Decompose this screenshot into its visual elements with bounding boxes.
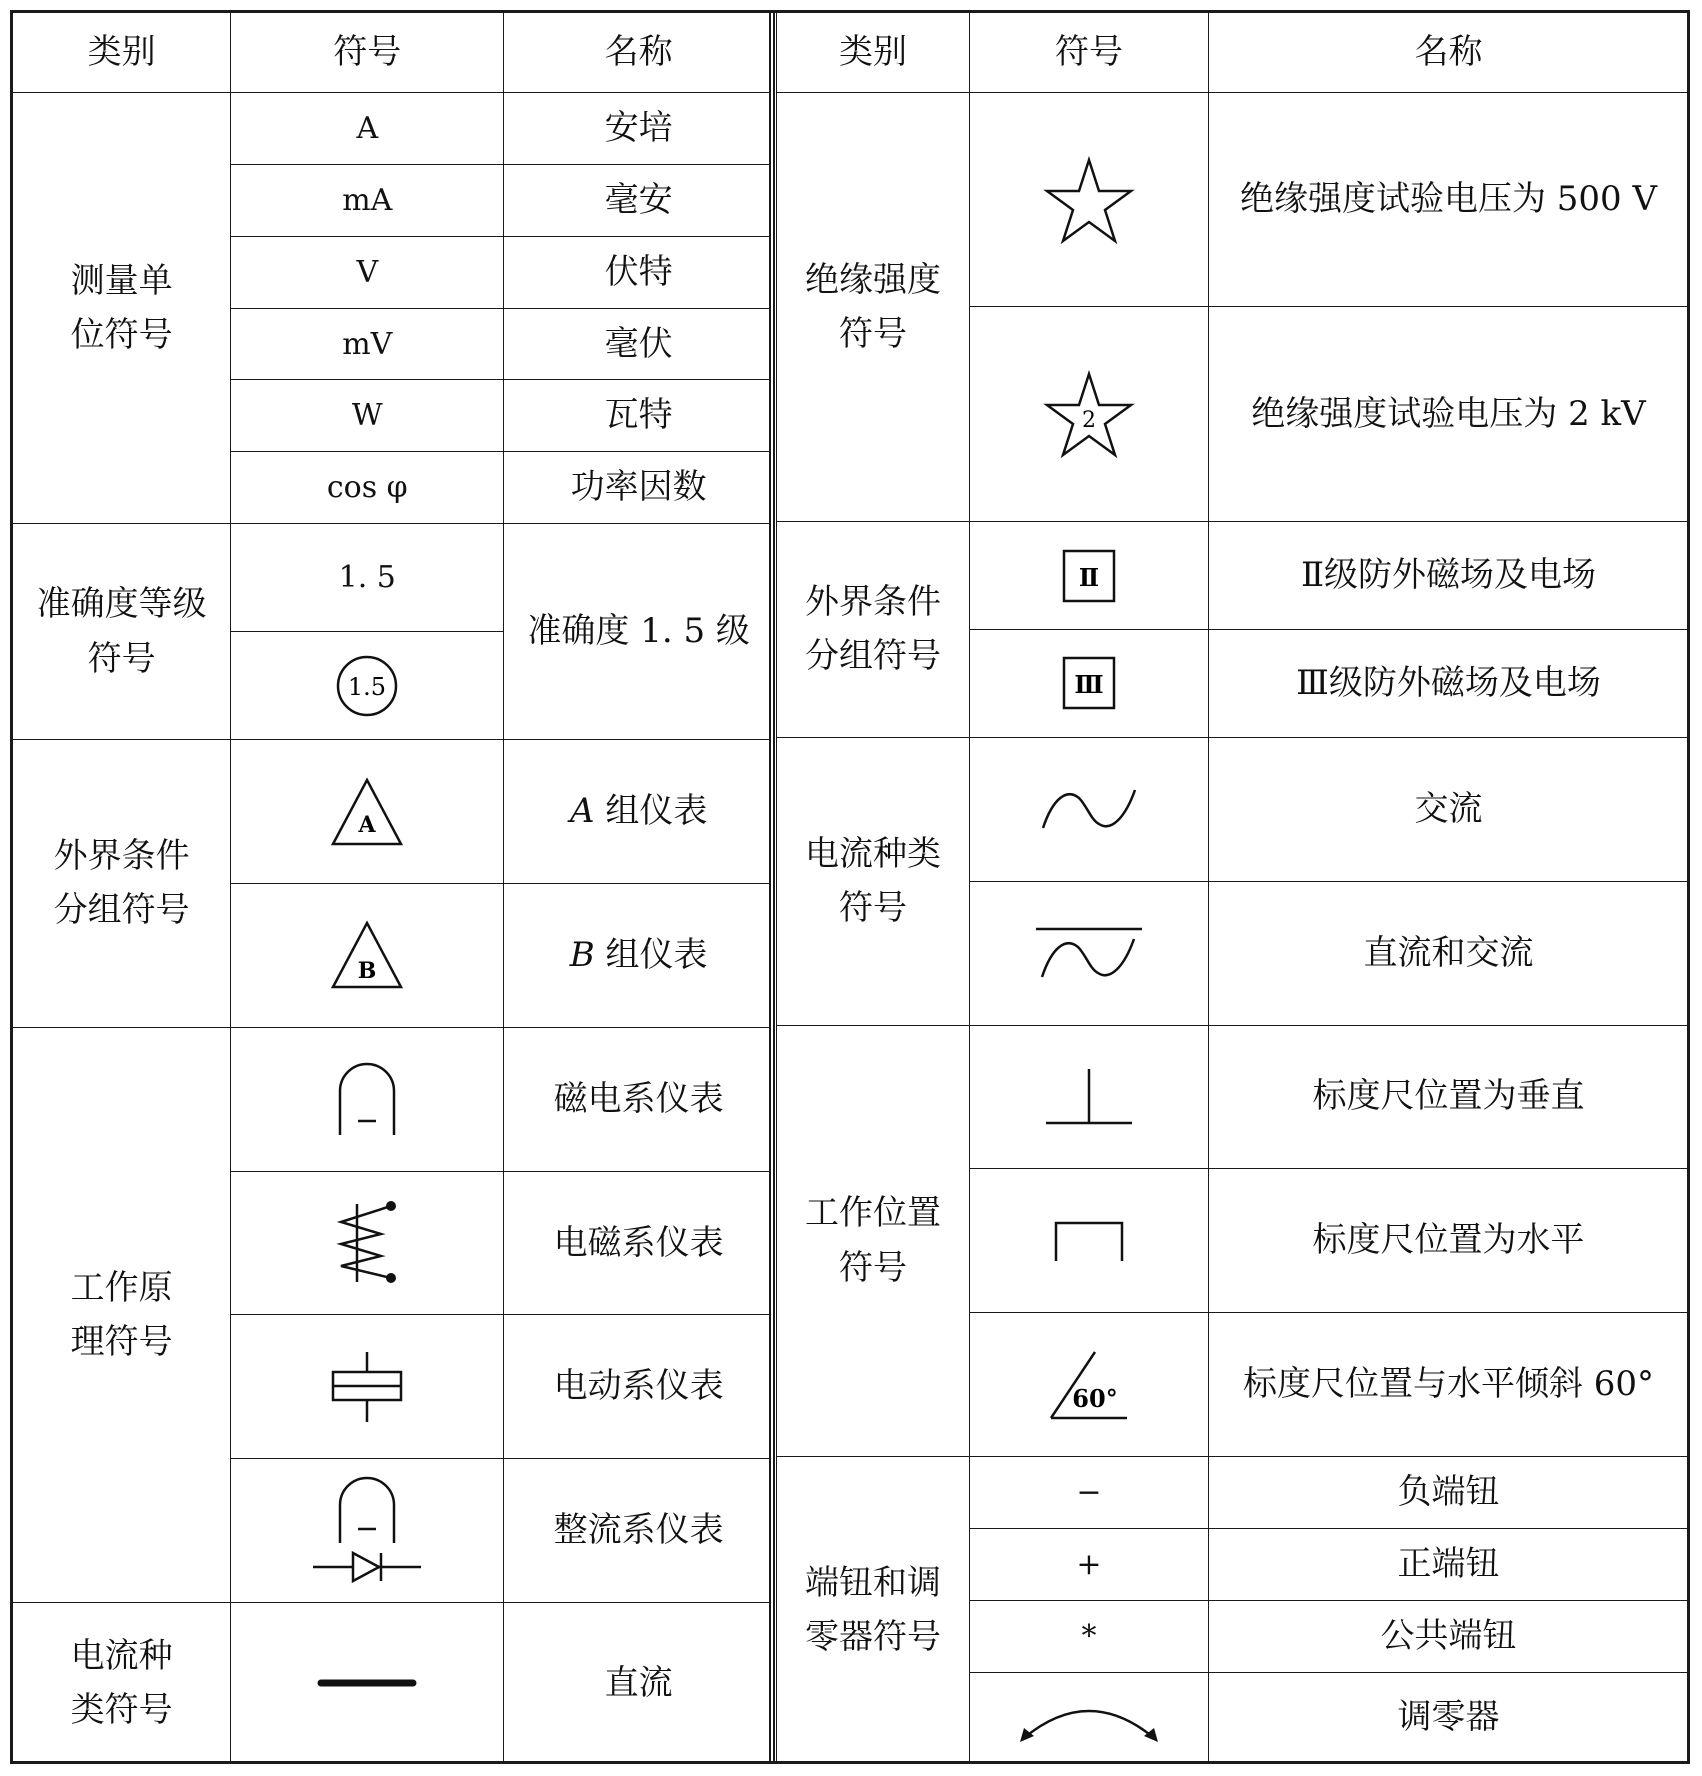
unit-name: 毫安 [504,164,774,236]
header-name: 名称 [504,13,774,93]
principle-name: 电磁系仪表 [504,1171,774,1315]
category-position: 工作位置符号 [777,1025,970,1457]
unit-name: 伏特 [504,236,774,308]
insulation-symbol [970,307,1209,522]
category-insulation: 绝缘强度符号 [777,92,970,521]
triangle-b-icon [330,920,404,990]
terminal-name: 调零器 [1209,1672,1689,1763]
left-table [12,12,774,1764]
electromagnetic-icon [327,1198,407,1288]
accuracy-circle-icon [335,654,399,718]
header-symbol: 符号 [970,13,1209,93]
svg-text:B: B [357,958,377,985]
svg-text:Ⅲ: Ⅲ [1074,670,1104,700]
category-measure-units: 测量单位符号 [13,92,231,524]
group-b-symbol [231,883,504,1027]
right-table [776,12,1689,1764]
shield-symbol [970,629,1209,737]
principle-name: 磁电系仪表 [504,1027,774,1171]
principle-name: 整流系仪表 [504,1459,774,1603]
position-symbol [970,1313,1209,1457]
terminal-symbol: − [970,1457,1209,1529]
terminal-name: 负端钮 [1209,1457,1689,1529]
category-principle: 工作原理符号 [13,1027,231,1602]
electrodynamic-icon [327,1350,407,1424]
accuracy-symbol-circle [231,632,504,740]
unit-symbol: cos φ [231,452,504,524]
category-current-kind: 电流种类符号 [13,1603,231,1764]
accuracy-symbol-plain: 1. 5 [231,524,504,632]
category-terminals: 端钮和调零器符号 [777,1457,970,1764]
svg-text:1.5: 1.5 [348,672,387,701]
shield-name: Ⅲ级防外磁场及电场 [1209,629,1689,737]
box-iii-icon [1062,656,1116,710]
magnetoelectric-icon [332,1059,402,1139]
dc-name: 直流 [504,1603,774,1764]
current-symbol [970,881,1209,1025]
dc-symbol [231,1603,504,1764]
unit-name: 瓦特 [504,380,774,452]
tilt-60-icon [1047,1348,1131,1422]
star-2-icon [1044,371,1134,457]
header-name: 名称 [1209,13,1689,93]
header-category: 类别 [13,13,231,93]
group-a-name: A 组仪表 [504,740,774,884]
vertical-scale-icon [1042,1067,1136,1127]
position-symbol [970,1169,1209,1313]
unit-name: 功率因数 [504,452,774,524]
svg-text:60°: 60° [1072,1383,1118,1413]
principle-symbol [231,1315,504,1459]
shield-symbol [970,522,1209,630]
shield-name: Ⅱ级防外磁场及电场 [1209,522,1689,630]
header-category: 类别 [777,13,970,93]
svg-text:2: 2 [1082,408,1096,434]
current-name: 交流 [1209,737,1689,881]
terminal-symbol: * [970,1600,1209,1672]
group-a-symbol [231,740,504,884]
current-name: 直流和交流 [1209,881,1689,1025]
ac-wave-icon [1039,784,1139,834]
category-accuracy: 准确度等级符号 [13,524,231,740]
header-symbol: 符号 [231,13,504,93]
unit-symbol: V [231,236,504,308]
horizontal-scale-icon [1052,1219,1126,1263]
category-external-groups-right: 外界条件分组符号 [777,522,970,738]
svg-text:A: A [358,811,376,838]
category-current-kind-right: 电流种类符号 [777,737,970,1025]
svg-text:Ⅱ: Ⅱ [1078,562,1100,592]
insulation-name: 绝缘强度试验电压为 500 V [1209,92,1689,307]
unit-name: 安培 [504,92,774,164]
unit-symbol: mV [231,308,504,380]
group-b-name: B 组仪表 [504,883,774,1027]
triangle-a-icon [330,777,404,847]
unit-symbol: W [231,380,504,452]
terminal-name: 正端钮 [1209,1529,1689,1601]
rectifier-icon [307,1475,427,1587]
unit-symbol: A [231,92,504,164]
box-ii-icon [1062,549,1116,603]
unit-symbol: mA [231,164,504,236]
insulation-name: 绝缘强度试验电压为 2 kV [1209,307,1689,522]
terminal-name: 公共端钮 [1209,1600,1689,1672]
star-icon [1044,157,1134,243]
ac-dc-wave-icon [1034,925,1144,981]
category-external-groups: 外界条件分组符号 [13,740,231,1028]
principle-symbol [231,1171,504,1315]
principle-symbol [231,1027,504,1171]
position-symbol [970,1025,1209,1169]
column-divider [769,10,775,1764]
position-name: 标度尺位置与水平倾斜 60° [1209,1313,1689,1457]
principle-symbol [231,1459,504,1603]
dc-line-icon [317,1675,417,1691]
terminal-symbol [970,1672,1209,1763]
position-name: 标度尺位置为水平 [1209,1169,1689,1313]
accuracy-name: 准确度 1. 5 级 [504,524,774,740]
terminal-symbol: + [970,1529,1209,1601]
zero-adjuster-icon [1014,1692,1164,1744]
position-name: 标度尺位置为垂直 [1209,1025,1689,1169]
current-symbol [970,737,1209,881]
unit-name: 毫伏 [504,308,774,380]
principle-name: 电动系仪表 [504,1315,774,1459]
insulation-symbol [970,92,1209,307]
